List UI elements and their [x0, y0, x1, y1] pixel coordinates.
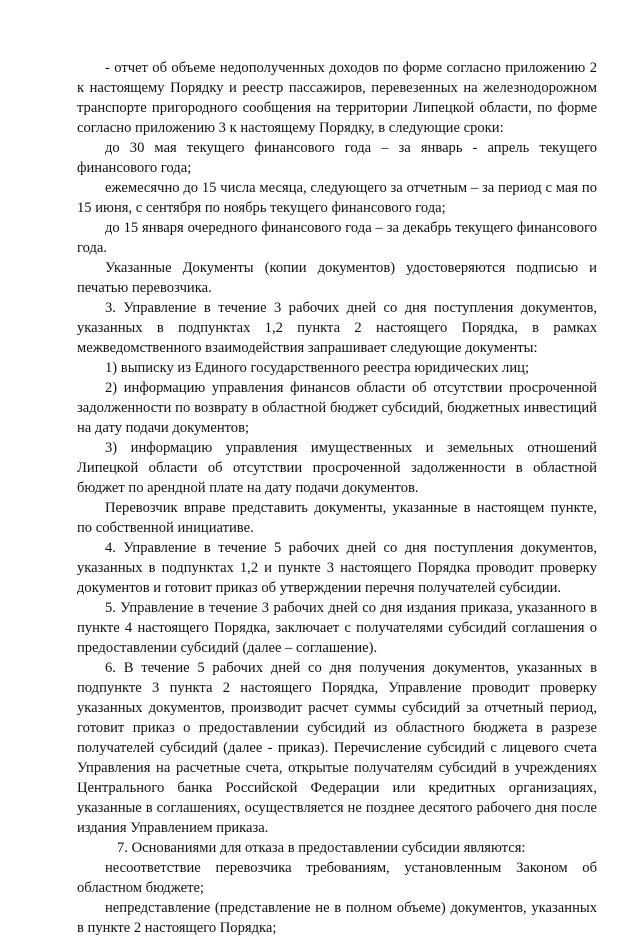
- paragraph-deadline-january: до 15 января очередного финансового года – за декабрь текущего финансового года.: [77, 220, 597, 256]
- paragraph-carrier-initiative: Перевозчик вправе представить документы, указанные в настоящем пункте, по собственной инициативе.: [77, 500, 597, 536]
- paragraph-item-6: 6. В течение 5 рабочих дней со дня получения документов, указанных в подпункте 3 пункта 2 настоящего Порядка, Управление проводит проверку указанных документов, производит расчет суммы субсидий за отчетный период, готовит приказ о предоставлении субсидий из областного бюджета в разрезе получателей субсидий (далее - приказ). Перечисление субсидий с лицевого счета Управления на расчетные счета, открытые получателям субсидий в учреждениях Центрального банка Российской Федерации или кредитных организациях, указанные в соглашениях, осуществляется не позднее десятого рабочего дня после издания Управлением приказа.: [77, 660, 597, 836]
- paragraph-item-7: 7. Основаниями для отказа в предоставлении субсидии являются:: [117, 840, 526, 856]
- paragraph-report-volume: - отчет об объеме недополученных доходов по форме согласно приложению 2 к настоящему Порядку и реестр пассажиров, перевезенных на железнодорожном транспорте пригородного сообщения на территории Липецкой области, по форме согласно приложению 3 к настоящему Порядку, в следующие сроки:: [77, 60, 597, 136]
- document-page: [77, 58, 597, 938]
- paragraph-deadline-may: до 30 мая текущего финансового года – за январь - апрель текущего финансового года;: [77, 140, 597, 176]
- paragraph-deadline-monthly: ежемесячно до 15 числа месяца, следующего за отчетным – за период с мая по 15 июня, с сентября по ноябрь текущего финансового года;: [77, 180, 597, 216]
- paragraph-subitem-2: 2) информацию управления финансов области об отсутствии просроченной задолженности по возврату в областной бюджет субсидий, бюджетных инвестиций на дату подачи документов;: [77, 380, 597, 436]
- paragraph-documents-certified: Указанные Документы (копии документов) удостоверяются подписью и печатью перевозчика.: [77, 260, 597, 296]
- paragraph-subitem-1: 1) выписку из Единого государственного реестра юридических лиц;: [105, 360, 530, 376]
- paragraph-refusal-reason-2: непредставление (представление не в полном объеме) документов, указанных в пункте 2 настоящего Порядка;: [77, 900, 597, 936]
- paragraph-item-3: 3. Управление в течение 3 рабочих дней со дня поступления документов, указанных в подпунктах 1,2 пункта 2 настоящего Порядка, в рамках межведомственного взаимодействия запрашивает следующие документы:: [77, 300, 597, 356]
- paragraph-item-4: 4. Управление в течение 5 рабочих дней со дня поступления документов, указанных в подпунктах 1,2 и пункте 3 настоящего Порядка проводит проверку документов и готовит приказ об утверждении перечня получателей субсидии.: [77, 540, 597, 596]
- paragraph-subitem-3: 3) информацию управления имущественных и земельных отношений Липецкой области об отсутствии просроченной задолженности в областной бюджет по арендной плате на дату подачи документов.: [77, 440, 597, 496]
- paragraph-refusal-reason-1: несоответствие перевозчика требованиям, установленным Законом об областном бюджете;: [77, 860, 597, 896]
- paragraph-item-5: 5. Управление в течение 3 рабочих дней со дня издания приказа, указанного в пункте 4 настоящего Порядка, заключает с получателями субсидий соглашения о предоставлении субсидий (далее – соглашение).: [77, 600, 597, 656]
